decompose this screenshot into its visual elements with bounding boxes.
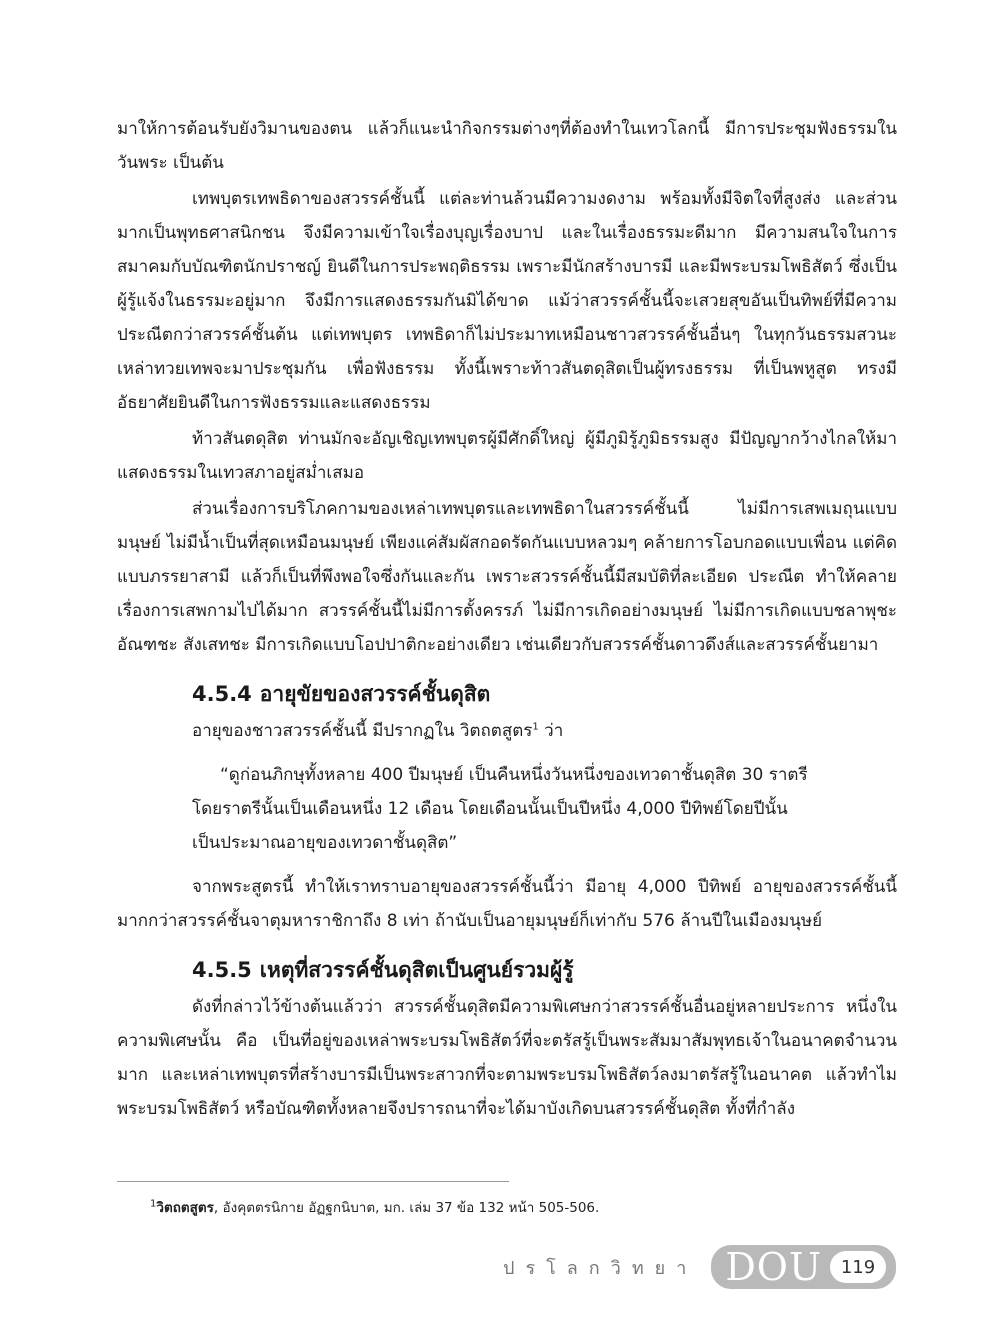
section-title: เหตุที่สวรรค์ชั้นดุสิตเป็นศูนย์รวมผู้รู้ xyxy=(259,958,574,982)
paragraph-deities: เทพบุตรเทพธิดาของสวรรค์ชั้นนี้ แต่ละท่านล้วนมีความงดงาม พร้อมทั้งมีจิตใจที่สูงส่ง และส่วนมากเป็นพุทธศาสนิกชน จึงมีความเข้าใจเรื่องบุญเรื่องบาป และในเรื่องธรรมะดีมาก มีความสนใจในการสมาคมกับบัณฑิตนักปราชญ์ ยินดีในการประพฤติธรรม เพราะมีนักสร้างบารมี และมีพระบรมโพธิสัตว์ ซึ่งเป็นผู้รู้แจ้งในธรรมะอยู่มาก จึงมีการแสดงธรรมกันมิได้ขาด แม้ว่าสวรรค์ชั้นนี้จะเสวยสุขอันเป็นทิพย์ที่มีความประณีตกว่าสวรรค์ชั้นต้น แต่เทพบุตร เทพธิดาก็ไม่ประมาทเหมือนชาวสวรรค์ชั้นอื่นๆ ในทุกวันธรรมสวนะ เหล่าทวยเทพจะมาประชุมกัน เพื่อฟังธรรม ทั้งนี้เพราะท้าวสันตดุสิตเป็นผู้ทรงธรรม ที่เป็นพหูสูต ทรงมีอัธยาศัยยินดีในการฟังธรรมและแสดงธรรม xyxy=(117,189,897,413)
footnote-divider xyxy=(117,1181,509,1182)
footnote xyxy=(150,1196,890,1220)
dou-logo: DOU xyxy=(725,1245,822,1289)
page-footer xyxy=(503,1242,896,1292)
paragraph-lifespan: จากพระสูตรนี้ ทำให้เราทราบอายุของสวรรค์ชั้นนี้ว่า มีอายุ 4,000 ปีทิพย์ อายุของสวรรค์ชั้นนี้มากกว่าสวรรค์ชั้นจาตุมหาราชิกาถึง 8 เท่า ถ้านับเป็นอายุมนุษย์ก็เท่ากับ 576 ล้านปีในเมืองมนุษย์ xyxy=(117,877,897,931)
section-number: 4.5.4 xyxy=(192,682,252,706)
section-heading-4-5-4 xyxy=(117,676,897,712)
dou-badge xyxy=(711,1245,896,1289)
sutta-quote xyxy=(192,758,837,860)
quote-line: เป็นประมาณอายุของเทวดาชั้นดุสิต” xyxy=(192,833,458,853)
book-title: ปรโลกวิทยา xyxy=(503,1257,698,1279)
paragraph-center-of-wise: ดังที่กล่าวไว้ข้างต้นแล้วว่า สวรรค์ชั้นดุสิตมีความพิเศษกว่าสวรรค์ชั้นอื่นอยู่หลายประการ หนึ่งในความพิเศษนั้น คือ เป็นที่อยู่ของเหล่าพระบรมโพธิสัตว์ที่จะตรัสรู้เป็นพระสัมมาสัมพุทธเจ้าในอนาคตจำนวนมาก และเหล่าเทพบุตรที่สร้างบารมีเป็นพระสาวกที่จะตามพระบรมโพธิสัตว์ลงมาตรัสรู้ในอนาคต แล้วทำไมพระบรมโพธิสัตว์ หรือบัณฑิตทั้งหลายจึงปรารถนาที่จะได้มาบังเกิดบนสวรรค์ชั้นดุสิต ทั้งที่กำลัง xyxy=(117,997,897,1119)
footnote-title: วิตถตสูตร xyxy=(156,1200,214,1216)
footnote-mark: 1 xyxy=(150,1198,157,1210)
section-title: อายุขัยของสวรรค์ชั้นดุสิต xyxy=(259,682,491,706)
footnote-text: , อังคุตตรนิกาย อัฏฐกนิบาต, มก. เล่ม 37 ข้อ 132 หน้า 505-506. xyxy=(213,1200,600,1216)
section-heading-4-5-5 xyxy=(117,952,897,988)
paragraph-continuation: มาให้การต้อนรับยังวิมานของตน แล้วก็แนะนำกิจกรรมต่างๆที่ต้องทำในเทวโลกนี้ มีการประชุมฟังธรรมในวันพระ เป็นต้น xyxy=(117,119,897,173)
page-number: 119 xyxy=(830,1251,886,1283)
quote-line: “ดูก่อนภิกษุทั้งหลาย 400 ปีมนุษย์ เป็นคืนหนึ่งวันหนึ่งของเทวดาชั้นดุสิต 30 ราตรี xyxy=(220,765,808,785)
paragraph-santusita: ท้าวสันตดุสิต ท่านมักจะอัญเชิญเทพบุตรผู้มีศักดิ์ใหญ่ ผู้มีภูมิรู้ภูมิธรรมสูง มีปัญญากว้างไกลให้มาแสดงธรรมในเทวสภาอยู่สม่ำเสมอ xyxy=(117,429,897,483)
quote-line: โดยราตรีนั้นเป็นเดือนหนึ่ง 12 เดือน โดยเดือนนั้นเป็นปีหนึ่ง 4,000 ปีทิพย์โดยปีนั้น xyxy=(192,799,788,819)
section-intro: อายุของชาวสวรรค์ชั้นนี้ มีปรากฏใน วิตถตสูตร$^1$ ว่า xyxy=(192,721,564,741)
footnote-ref[interactable]: 1 xyxy=(532,721,539,733)
section-number: 4.5.5 xyxy=(192,958,252,982)
paragraph-sensual: ส่วนเรื่องการบริโภคกามของเหล่าเทพบุตรและเทพธิดาในสวรรค์ชั้นนี้ ไม่มีการเสพเมถุนแบบมนุษย์ ไม่มีน้ำเป็นที่สุดเหมือนมนุษย์ เพียงแค่สัมผัสกอดรัดกันแบบหลวมๆ คล้ายการโอบกอดแบบเพื่อน แต่คิดแบบภรรยาสามี แล้วก็เป็นที่พึงพอใจซึ่งกันและกัน เพราะสวรรค์ชั้นนี้มีสมบัติที่ละเอียด ประณีต ทำให้คลายเรื่องการเสพกามไปได้มาก สวรรค์ชั้นนี้ไม่มีการตั้งครรภ์ ไม่มีการเกิดอย่างมนุษย์ ไม่มีการเกิดแบบชลาพุชะ อัณฑชะ สังเสทชะ มีการเกิดแบบโอปปาติกะอย่างเดียว เช่นเดียวกับสวรรค์ชั้นดาวดึงส์และสวรรค์ชั้นยามา xyxy=(117,499,897,655)
main-content xyxy=(117,112,897,1126)
